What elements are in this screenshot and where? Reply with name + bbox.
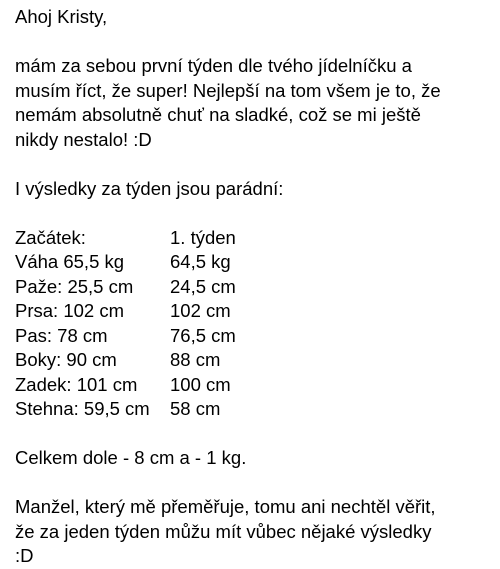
- greeting: Ahoj Kristy,: [15, 6, 108, 27]
- paragraph-intro: [15, 54, 497, 152]
- measurement-week1: 76,5 cm: [170, 324, 236, 346]
- measurement-start: Začátek:: [15, 226, 86, 248]
- paragraph-line: nemám absolutně chuť na sladké, což se mi ještě: [15, 104, 421, 125]
- spacer: [15, 30, 497, 55]
- measurement-week1: 64,5 kg: [170, 251, 231, 272]
- closing-line: :D: [15, 545, 34, 566]
- summary: Celkem dole - 8 cm a - 1 kg.: [15, 447, 247, 468]
- measurement-week1: 102 cm: [170, 300, 231, 321]
- measurement-week1: 24,5 cm: [170, 275, 236, 297]
- measurement-start: Váha 65,5 kg: [15, 251, 125, 272]
- measurement-start: Paže: 25,5 cm: [15, 275, 134, 297]
- paragraph-line: mám za sebou první týden dle tvého jídelníčku a: [15, 55, 412, 76]
- paragraph-closing: [15, 495, 497, 569]
- measurement-start: Pas: 78 cm: [15, 324, 108, 346]
- measurement-start: Stehna: 59,5 cm: [15, 398, 150, 419]
- measurement-week1: 88 cm: [170, 349, 221, 370]
- closing-line: Manžel, který mě přeměřuje, tomu ani nechtěl věřit,: [15, 496, 436, 517]
- measurement-row: [15, 226, 497, 251]
- measurement-row: [15, 348, 497, 373]
- paragraph-line: nikdy nestalo! :D: [15, 128, 152, 150]
- spacer: [15, 422, 497, 447]
- measurement-row: [15, 275, 497, 300]
- measurement-row: [15, 324, 497, 349]
- measurement-row: [15, 373, 497, 398]
- measurements-table: [15, 226, 497, 422]
- measurement-week1: 100 cm: [170, 373, 231, 395]
- measurement-week1: 1. týden: [170, 226, 236, 248]
- measurement-row: [15, 299, 497, 324]
- closing-line: že za jeden týden můžu mít vůbec nějaké výsledky: [15, 520, 432, 542]
- spacer: [15, 471, 497, 496]
- measurement-start: Prsa: 102 cm: [15, 300, 124, 321]
- spacer: [15, 201, 497, 226]
- measurement-week1: 58 cm: [170, 398, 221, 419]
- measurement-row: [15, 397, 497, 422]
- measurement-row: [15, 250, 497, 275]
- results-intro: I výsledky za týden jsou parádní:: [15, 177, 284, 199]
- message-body: [15, 5, 497, 569]
- paragraph-line: musím říct, že super! Nejlepší na tom všem je to, že: [15, 79, 441, 101]
- measurement-start: Zadek: 101 cm: [15, 373, 138, 395]
- spacer: [15, 152, 497, 177]
- measurement-start: Boky: 90 cm: [15, 349, 117, 370]
